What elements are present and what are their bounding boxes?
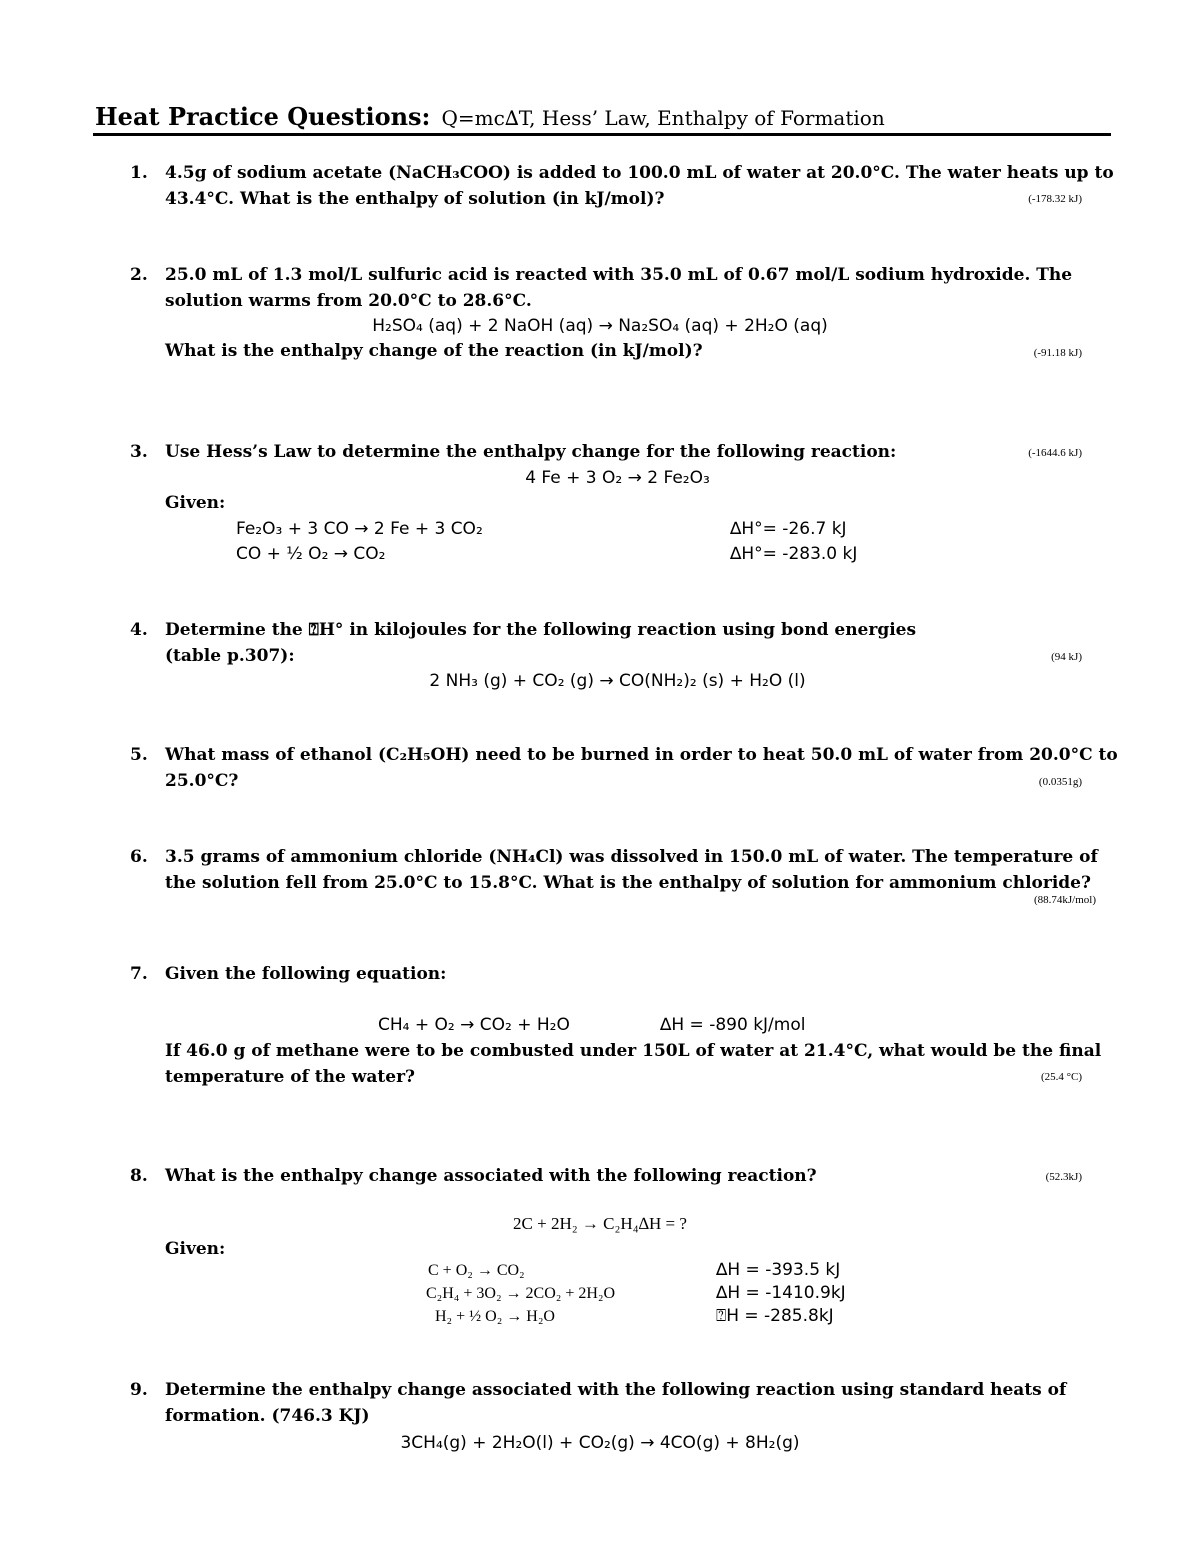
question-number: 1. xyxy=(130,163,148,183)
question-number: 2. xyxy=(130,265,148,285)
answer-hint: (-178.32 kJ) xyxy=(1028,193,1082,205)
given-label: Given: xyxy=(165,493,226,513)
question-text-line: formation. (746.3 KJ) xyxy=(165,1406,370,1426)
answer-hint: (-91.18 kJ) xyxy=(1033,347,1082,359)
question-text-line: 3.5 grams of ammonium chloride (NH₄Cl) was dissolved in 150.0 mL of water. The temperature of xyxy=(165,847,1098,867)
answer-hint: (88.74kJ/mol) xyxy=(1033,894,1096,906)
reaction-equation: 2 NH₃ (g) + CO₂ (g) → CO(NH₂)₂ (s) + H₂O (l) xyxy=(429,671,806,691)
given-enthalpy: ∆H = -1410.9kJ xyxy=(716,1283,846,1303)
question-text-line: Determine the enthalpy change associated with the following reaction using standard heats of xyxy=(165,1380,1067,1400)
question-number: 3. xyxy=(130,442,148,462)
reaction-equation: H₂SO₄ (aq) + 2 NaOH (aq) → Na₂SO₄ (aq) + 2H₂O (aq) xyxy=(372,316,828,336)
reaction-enthalpy: ∆H = -890 kJ/mol xyxy=(660,1015,806,1035)
given-enthalpy: ⍰H = -285.8kJ xyxy=(716,1306,834,1326)
title-rule xyxy=(93,133,1111,136)
question-number: 5. xyxy=(130,745,148,765)
question-text-line: 43.4°C. What is the enthalpy of solution (in kJ/mol)? xyxy=(165,189,665,209)
given-equation: C₂H₄ + 3O₂ → 2CO₂ + 2H₂O xyxy=(426,1285,616,1302)
question-text-line: What is the enthalpy change associated with the following reaction? xyxy=(165,1166,817,1186)
question-number: 6. xyxy=(130,847,148,867)
question-text-line: Given the following equation: xyxy=(165,964,447,984)
reaction-equation: 3CH₄(g) + 2H₂O(l) + CO₂(g) → 4CO(g) + 8H₂(g) xyxy=(400,1433,800,1453)
title-main: Heat Practice Questions: xyxy=(95,102,431,131)
given-enthalpy: ∆H°= -26.7 kJ xyxy=(730,519,847,539)
given-label: Given: xyxy=(165,1239,226,1259)
question-text-line: temperature of the water? xyxy=(165,1067,415,1087)
question-text-line: 4.5g of sodium acetate (NaCH₃COO) is added to 100.0 mL of water at 20.0°C. The water heats up to xyxy=(165,163,1114,183)
given-equation: Fe₂O₃ + 3 CO → 2 Fe + 3 CO₂ xyxy=(236,519,483,539)
question-number: 7. xyxy=(130,964,148,984)
reaction-equation: CH₄ + O₂ → CO₂ + H₂O xyxy=(378,1015,570,1035)
given-enthalpy: ∆H°= -283.0 kJ xyxy=(730,544,858,564)
question-text-line: Use Hess’s Law to determine the enthalpy change for the following reaction: xyxy=(165,442,897,462)
reaction-equation: 4 Fe + 3 O₂ → 2 Fe₂O₃ xyxy=(525,468,710,488)
given-equation: H₂ + ½ O₂ → H₂O xyxy=(435,1308,555,1325)
question-text-line: 25.0 mL of 1.3 mol/L sulfuric acid is reacted with 35.0 mL of 0.67 mol/L sodium hydroxide. The xyxy=(165,265,1073,285)
reaction-equation: 2C + 2H₂ → C₂H₄∆H = ? xyxy=(513,1214,687,1233)
question-text-line: Determine the ⍰H° in kilojoules for the following reaction using bond energies xyxy=(165,620,917,640)
page-title xyxy=(95,102,1115,131)
answer-hint: (52.3kJ) xyxy=(1045,1171,1082,1183)
question-text-line: What is the enthalpy change of the reaction (in kJ/mol)? xyxy=(165,341,703,361)
given-enthalpy: ∆H = -393.5 kJ xyxy=(716,1260,841,1280)
answer-hint: (-1644.6 kJ) xyxy=(1028,447,1082,459)
question-text-line: 25.0°C? xyxy=(165,771,239,791)
title-subtitle: Q=mc∆T, Hess’ Law, Enthalpy of Formation xyxy=(441,106,885,130)
question-number: 8. xyxy=(130,1166,148,1186)
answer-hint: (25.4 °C) xyxy=(1040,1071,1082,1083)
question-number: 9. xyxy=(130,1380,148,1400)
given-equation: CO + ½ O₂ → CO₂ xyxy=(236,544,386,564)
question-text-line: solution warms from 20.0°C to 28.6°C. xyxy=(165,291,532,311)
question-text-line: What mass of ethanol (C₂H₅OH) need to be burned in order to heat 50.0 mL of water from 20.0°C to xyxy=(165,745,1118,765)
answer-hint: (94 kJ) xyxy=(1051,651,1082,663)
question-text-line: the solution fell from 25.0°C to 15.8°C. What is the enthalpy of solution for ammonium chloride? xyxy=(165,873,1091,893)
question-text-line: (table p.307): xyxy=(165,646,295,666)
given-equation: C + O₂ → CO₂ xyxy=(428,1262,525,1279)
answer-hint: (0.0351g) xyxy=(1038,776,1082,788)
question-text-line: If 46.0 g of methane were to be combusted under 150L of water at 21.4°C, what would be the final xyxy=(165,1041,1102,1061)
question-number: 4. xyxy=(130,620,148,640)
